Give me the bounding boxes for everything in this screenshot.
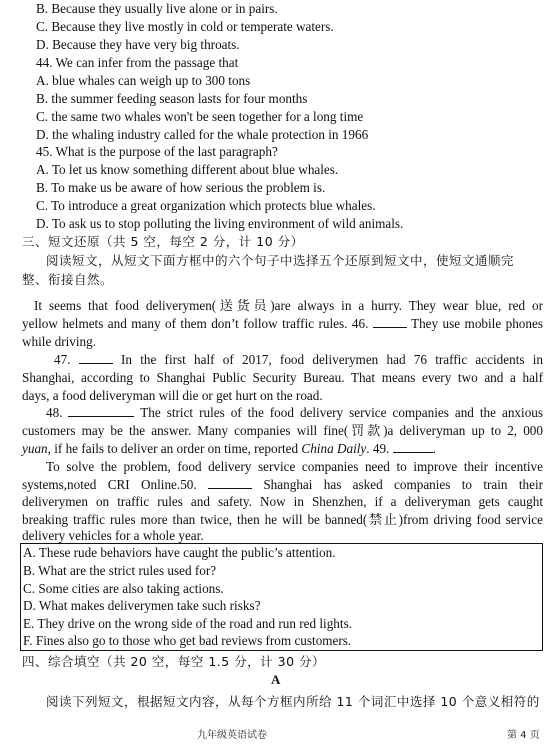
passage-p2-line-2: Shanghai, according to Shanghai Public Security Bureau. That means every two and a half <box>22 370 543 385</box>
passage-text: The strict rules of the food delivery service companies and the anxious <box>134 405 544 420</box>
passage-p3-line-2: customers may be the answer. Many companies will fine(罚款)a deliveryman up to 2, 000 <box>22 423 543 438</box>
passage-p1-line-1: It seems that food deliverymen(送货员)are always in a hurry. They wear blue, red or <box>34 298 543 313</box>
part-a-heading: A <box>271 672 281 687</box>
q45-option-b: B. To make us be aware of how serious the problem is. <box>36 180 326 195</box>
footer-title: 九年级英语试卷 <box>197 730 267 741</box>
passage-p4-line-5: delivery vehicles for a whole year. <box>22 528 204 543</box>
passage-p4-line-4: breaking traffic rules more than twice, then he will be banned(禁止)from driving food service <box>22 512 543 527</box>
section-3-instruction-line-2: 整、衔接自然。 <box>22 272 114 287</box>
q45-stem: 45. What is the purpose of the last paragraph? <box>36 144 278 159</box>
q43-option-b: B. Because they usually live alone or in pairs. <box>36 1 278 16</box>
passage-p3-line-1 <box>22 404 543 422</box>
passage-p3-line-3 <box>22 440 543 458</box>
q45-option-c: C. To introduce a great organization which protects blue whales. <box>36 198 376 213</box>
options-box <box>20 543 543 651</box>
box-option-e: E. They drive on the wrong side of the road and run red lights. <box>23 616 352 631</box>
box-option-c: C. Some cities are also taking actions. <box>23 581 224 596</box>
passage-text: 47. <box>54 352 79 367</box>
newspaper-name: China Daily <box>301 441 367 456</box>
passage-text-italic: yuan <box>22 441 48 456</box>
section-4-title: 四、综合填空（共 20 空，每空 1.5 分，计 30 分） <box>22 654 326 669</box>
box-option-d: D. What makes deliverymen take such risks? <box>23 598 261 613</box>
blank-48 <box>68 404 134 417</box>
passage-p4-line-1: To solve the problem, food delivery service companies need to improve their incentive <box>46 459 543 474</box>
q44-option-a: A. blue whales can weigh up to 300 tons <box>36 73 251 88</box>
passage-text: , if he fails to deliver an order on time, reported <box>47 441 302 456</box>
passage-text: yellow helmets and many of them don’t follow traffic rules. 46. <box>22 316 373 331</box>
passage-text: Shanghai has asked companies to train their <box>252 477 543 492</box>
passage-text: 48. <box>46 405 69 420</box>
q44-option-c: C. the same two whales won't be seen together for a long time <box>36 109 364 124</box>
passage-p1-line-2 <box>22 315 543 333</box>
passage-p4-line-2 <box>22 476 543 494</box>
page-number: 第 4 页 <box>507 730 540 741</box>
passage-p1-line-3: while driving. <box>22 334 96 349</box>
blank-46 <box>373 315 407 328</box>
passage-text: . 49. <box>366 441 393 456</box>
blank-50 <box>208 476 252 489</box>
section-3-title: 三、短文还原（共 5 空，每空 2 分，计 10 分） <box>22 234 304 249</box>
passage-p2-line-3: days, a food deliveryman will die or get hurt on the road. <box>22 388 323 403</box>
passage-text: systems,noted CRI Online.50. <box>22 477 209 492</box>
passage-text: . <box>432 441 436 456</box>
section-4-instruction: 阅读下列短文，根据短文内容，从每个方框内所给 11 个词汇中选择 10 个意义相符的 <box>46 694 540 709</box>
section-3-instruction-line-1: 阅读短文，从短文下面方框中的六个句子中选择五个还原到短文中，使短文通顺完 <box>46 253 515 268</box>
q43-option-c: C. Because they live mostly in cold or temperate waters. <box>36 19 334 34</box>
passage-text: In the first half of 2017, food deliverymen had 76 traffic accidents in <box>112 352 543 367</box>
box-option-b: B. What are the strict rules used for? <box>23 563 217 578</box>
box-option-a: A. These rude behaviors have caught the public’s attention. <box>23 545 336 560</box>
q45-option-a: A. To let us know something different about blue whales. <box>36 162 339 177</box>
blank-47 <box>79 351 113 364</box>
q44-option-d: D. the whaling industry called for the whale protection in 1966 <box>36 127 369 142</box>
q45-option-d: D. To ask us to stop polluting the living environment of wild animals. <box>36 216 404 231</box>
passage-text: They use mobile phones <box>406 316 543 331</box>
passage-p4-line-3: deliverymen on traffic rules and safety. Now in Shenzhen, if a deliveryman gets caught <box>22 494 543 509</box>
q44-option-b: B. the summer feeding season lasts for four months <box>36 91 308 106</box>
q44-stem: 44. We can infer from the passage that <box>36 55 239 70</box>
q43-option-d: D. Because they have very big throats. <box>36 37 240 52</box>
box-option-f: F. Fines also go to those who get bad reviews from customers. <box>23 633 352 648</box>
passage-p2-line-1 <box>22 351 543 369</box>
blank-49 <box>393 440 433 453</box>
